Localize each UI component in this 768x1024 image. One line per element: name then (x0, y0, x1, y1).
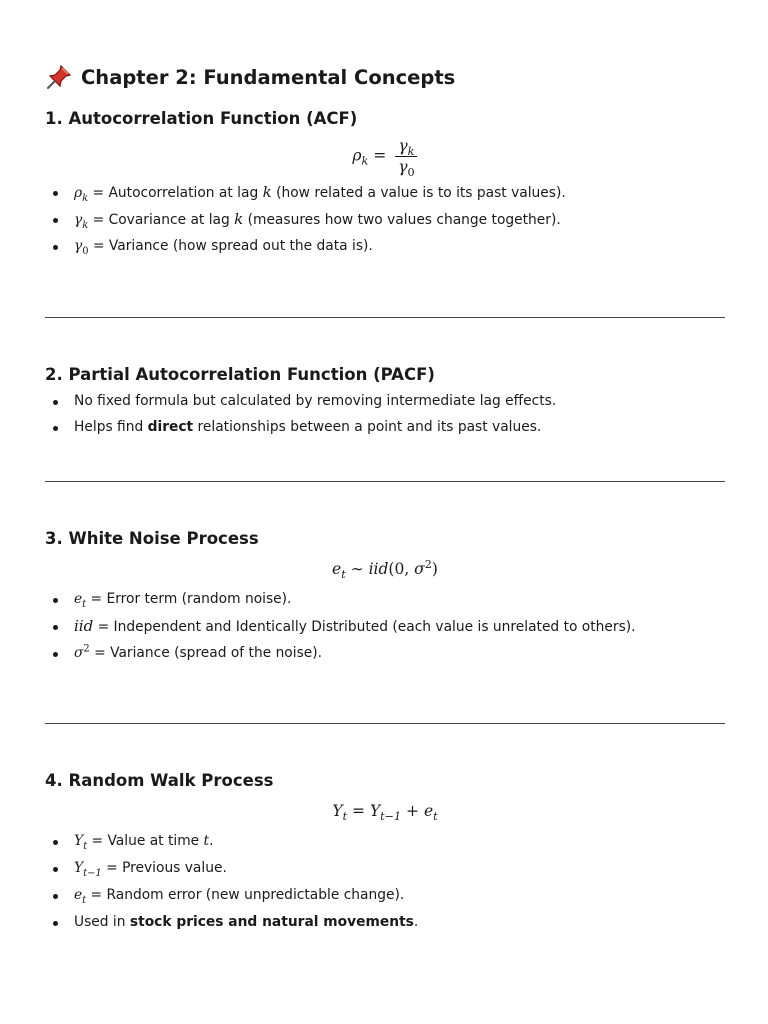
random-walk-list (45, 828, 725, 936)
divider (45, 723, 725, 724)
section-title: 1. Autocorrelation Function (ACF) (45, 109, 358, 128)
random-walk-formula: $Y_t = Y_{t-1} + e_t$ (332, 802, 438, 824)
pushpin-icon (45, 63, 73, 91)
section-random-walk (45, 771, 725, 936)
list-item: $e_t$ = Random error (new unpredictable change). (45, 882, 725, 909)
divider (45, 481, 725, 482)
acf-formula: $\rho_k$ = $\frac{\gamma_k}{\gamma_0}$ (45, 138, 725, 175)
section-title: 3. White Noise Process (45, 529, 259, 548)
white-noise-list (45, 586, 725, 667)
section-acf (45, 109, 725, 260)
list-item: $Y_t$ = Value at time t. (45, 828, 725, 855)
section-pacf (45, 365, 725, 440)
list-item: Helps find direct relationships between a point and its past values. (45, 414, 725, 440)
pacf-list (45, 388, 725, 440)
section-title: 2. Partial Autocorrelation Function (PACF) (45, 365, 435, 384)
list-item: Used in stock prices and natural movements. (45, 909, 725, 936)
fraction: $\frac{\gamma_k}{\gamma_0}$ (395, 138, 417, 175)
divider (45, 317, 725, 318)
section-title: 4. Random Walk Process (45, 771, 274, 790)
acf-list (45, 179, 725, 260)
chapter-heading (45, 63, 455, 91)
list-item: $\sigma^2$ = Variance (spread of the noise). (45, 640, 725, 667)
section-white-noise (45, 529, 725, 667)
list-item: $Y_{t-1}$ = Previous value. (45, 855, 725, 882)
list-item: $\gamma_0$ = Variance (how spread out the data is). (45, 233, 725, 260)
list-item: $e_t$ = Error term (random noise). (45, 586, 725, 613)
list-item: $\gamma_k$ = Covariance at lag k (measures how two values change together). (45, 206, 725, 233)
list-item: No fixed formula but calculated by removing intermediate lag effects. (45, 388, 725, 414)
chapter-title: Chapter 2: Fundamental Concepts (81, 65, 456, 89)
white-noise-formula: $e_t$ ∼ iid(0, $\sigma^2$) (332, 557, 438, 582)
list-item: iid = Independent and Identically Distributed (each value is unrelated to others). (45, 613, 725, 640)
list-item: $\rho_k$ = Autocorrelation at lag k (how related a value is to its past values). (45, 179, 725, 206)
